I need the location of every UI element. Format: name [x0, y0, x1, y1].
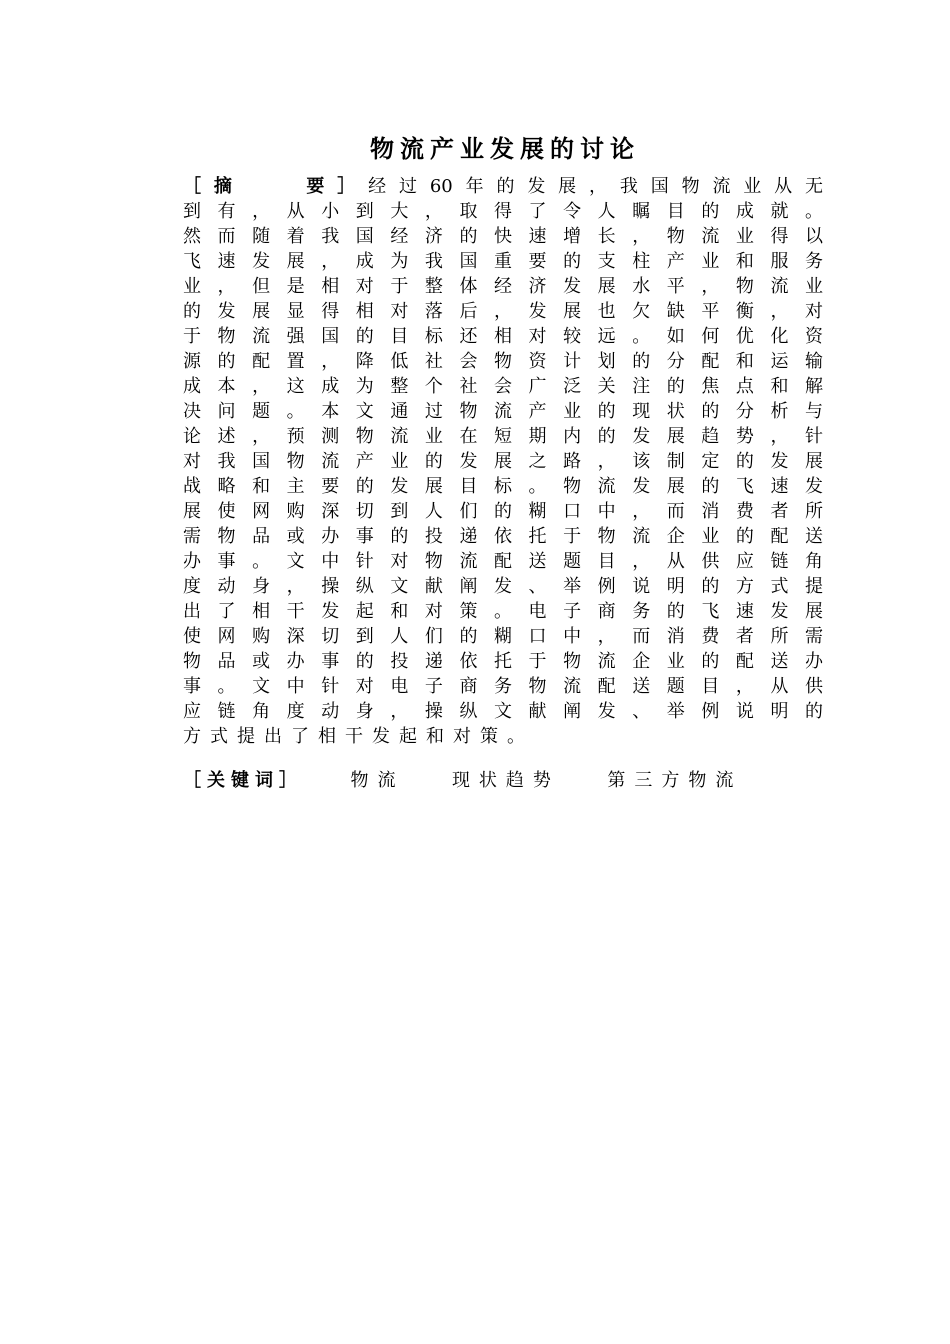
- abstract-line: [183, 674, 823, 699]
- abstract-line: [183, 299, 823, 324]
- abstract-line: [183, 574, 823, 599]
- abstract-line-text: 然而随着我国经济的快速增长，物流业得以: [183, 226, 823, 247]
- abstract-line-text: 使网购深切到人们的糊口中，而消费者所需: [183, 626, 823, 647]
- abstract-block: [183, 174, 823, 749]
- abstract-line: [183, 399, 823, 424]
- keyword-item: 物流: [350, 770, 405, 791]
- abstract-line: [183, 199, 823, 224]
- abstract-line-text: 决问题。本文通过物流产业的现状的分析与: [183, 401, 823, 422]
- abstract-line-text: 需物品或办事的投递依托于物流企业的配送: [183, 526, 823, 547]
- abstract-line: [183, 424, 823, 449]
- abstract-line-text: 的发展显得相对落后，发展也欠缺平衡，对: [183, 301, 823, 322]
- abstract-line-text: 度动身，操纵文献阐发、举例说明的方式提: [183, 576, 823, 597]
- abstract-line: [183, 599, 823, 624]
- abstract-line: [183, 624, 823, 649]
- abstract-line-text: 对我国物流产业的发展之路，该制定的发展: [183, 451, 823, 472]
- abstract-line-text: 方式提出了相干发起和对策。: [183, 726, 534, 747]
- abstract-line: [183, 224, 823, 249]
- keywords-block: [183, 768, 742, 793]
- abstract-line-text: 物品或办事的投递依托于物流企业的配送办: [183, 651, 823, 672]
- abstract-line: [183, 474, 823, 499]
- keyword-item: 第三方物流: [607, 770, 743, 791]
- abstract-line: [183, 174, 823, 199]
- abstract-line: [183, 374, 823, 399]
- abstract-line: [183, 549, 823, 574]
- abstract-line-text: 论述，预测物流业在短期内的发展趋势，针: [183, 426, 823, 447]
- abstract-line-text: 办事。文中针对物流配送题目，从供应链角: [183, 551, 823, 572]
- abstract-line-text: 出了相干发起和对策。电子商务的飞速发展: [183, 601, 823, 622]
- keywords-label: ［关键词］: [183, 770, 303, 791]
- abstract-line-text: 于物流强国的目标还相对较远。如何优化资: [183, 326, 823, 347]
- abstract-line-text: 经过60年的发展，我国物流业从无: [368, 176, 824, 197]
- abstract-line: [183, 349, 823, 374]
- abstract-line: [183, 324, 823, 349]
- abstract-line: [183, 649, 823, 674]
- abstract-line-text: 飞速发展，成为我国重要的支柱产业和服务: [183, 251, 823, 272]
- abstract-line: [183, 524, 823, 549]
- abstract-line-text: 业，但是相对于整体经济发展水平，物流业: [183, 276, 823, 297]
- abstract-line-text: 应链角度动身，操纵文献阐发、举例说明的: [183, 701, 823, 722]
- abstract-line-text: 成本，这成为整个社会广泛关注的焦点和解: [183, 376, 823, 397]
- abstract-line: [183, 699, 823, 724]
- abstract-line: [183, 724, 823, 749]
- abstract-line: [183, 249, 823, 274]
- abstract-line-text: 源的配置，降低社会物资计划的分配和运输: [183, 351, 823, 372]
- abstract-line-text: 展使网购深切到人们的糊口中，而消费者所: [183, 501, 823, 522]
- abstract-line: [183, 449, 823, 474]
- abstract-line-text: 事。文中针对电子商务物流配送题目，从供: [183, 676, 823, 697]
- abstract-line-text: 战略和主要的发展目标。物流发展的飞速发: [183, 476, 823, 497]
- keyword-item: 现状趋势: [451, 770, 560, 791]
- abstract-line: [183, 274, 823, 299]
- abstract-line: [183, 499, 823, 524]
- document-title: 物流产业发展的讨论: [370, 134, 640, 163]
- abstract-line-text: 到有，从小到大，取得了令人瞩目的成就。: [183, 201, 823, 222]
- abstract-label: ［摘 要］: [183, 176, 369, 197]
